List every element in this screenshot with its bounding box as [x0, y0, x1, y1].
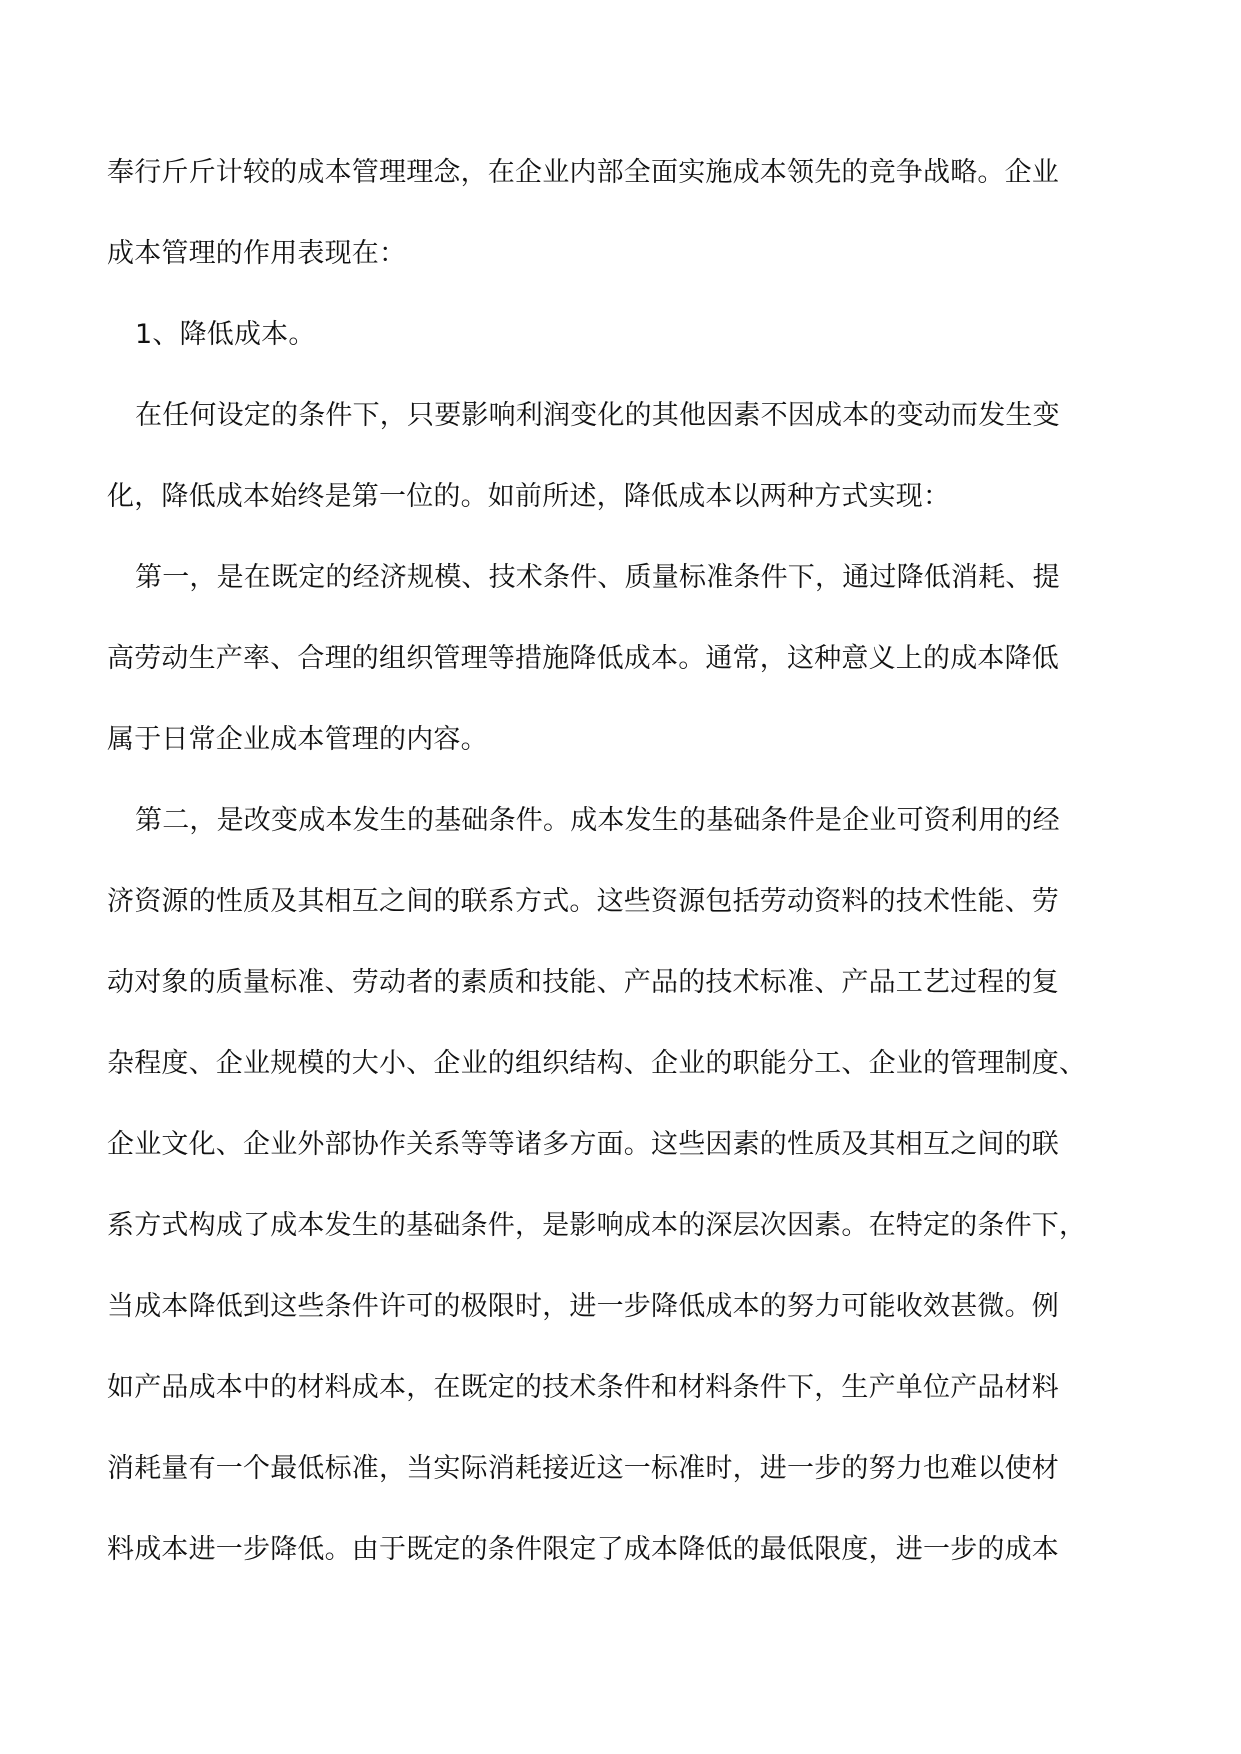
text-line: 奉行斤斤计较的成本管理理念，在企业内部全面实施成本领先的竞争战略。企业 [107, 157, 1059, 188]
text-line: 高劳动生产率、合理的组织管理等措施降低成本。通常，这种意义上的成本降低 [107, 643, 1059, 674]
text-line: 料成本进一步降低。由于既定的条件限定了成本降低的最低限度，进一步的成本 [107, 1534, 1059, 1565]
text-line: 化，降低成本始终是第一位的。如前所述，降低成本以两种方式实现： [107, 481, 951, 512]
text-line: 消耗量有一个最低标准，当实际消耗接近这一标准时，进一步的努力也难以使材 [107, 1453, 1059, 1484]
text-line: 在任何设定的条件下，只要影响利润变化的其他因素不因成本的变动而发生变 [135, 400, 1060, 431]
text-line: 属于日常企业成本管理的内容。 [107, 724, 488, 755]
text-line: 第一，是在既定的经济规模、技术条件、质量标准条件下，通过降低消耗、提 [135, 562, 1060, 593]
text-line: 企业文化、企业外部协作关系等等诸多方面。这些因素的性质及其相互之间的联 [107, 1129, 1059, 1160]
text-line: 当成本降低到这些条件许可的极限时，进一步降低成本的努力可能收效甚微。例 [107, 1291, 1059, 1322]
text-line: 杂程度、企业规模的大小、企业的组织结构、企业的职能分工、企业的管理制度、 [107, 1048, 1087, 1079]
text-line: 成本管理的作用表现在： [107, 238, 407, 269]
text-line: 系方式构成了成本发生的基础条件，是影响成本的深层次因素。在特定的条件下， [107, 1210, 1087, 1241]
document-body [107, 153, 1137, 1611]
text-line: 济资源的性质及其相互之间的联系方式。这些资源包括劳动资料的技术性能、劳 [107, 886, 1059, 917]
text-line: 如产品成本中的材料成本，在既定的技术条件和材料条件下，生产单位产品材料 [107, 1372, 1059, 1403]
text-line: 第二，是改变成本发生的基础条件。成本发生的基础条件是企业可资利用的经 [135, 805, 1060, 836]
text-line: 动对象的质量标准、劳动者的素质和技能、产品的技术标准、产品工艺过程的复 [107, 967, 1059, 998]
section-heading: 1、降低成本。 [135, 319, 316, 350]
